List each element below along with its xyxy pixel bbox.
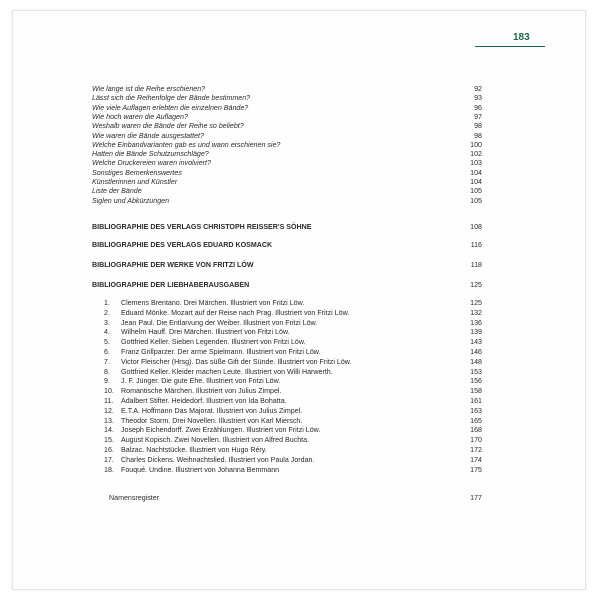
entry-title: Namensregister: [109, 494, 160, 502]
entry-page: 165: [470, 416, 482, 425]
entry-page: 136: [470, 318, 482, 327]
entry-number: 5.: [104, 338, 110, 347]
entry-page: 118: [470, 261, 482, 269]
entry-title: E.T.A. Hoffmann Das Majorat. Illustriert von Julius Zimpel.: [121, 406, 303, 415]
entry-number: 9.: [104, 377, 110, 386]
toc-entry: [92, 493, 482, 503]
entry-title: Adalbert Stifter. Heidedorf. Illustriert von Ida Bohatta.: [121, 397, 287, 405]
entry-page: 105: [470, 187, 482, 196]
entry-page: 105: [470, 196, 482, 205]
entry-page: 148: [470, 357, 482, 366]
entry-title: BIBLIOGRAPHIE DES VERLAGS EDUARD KOSMACK: [92, 241, 273, 249]
entry-title: Charles Dickens. Weihnachtslied. Illustriert von Paula Jordan.: [121, 455, 315, 464]
entry-title: Joseph Eichendorff. Zwei Erzählungen. Illustriert von Fritzi Löw.: [121, 426, 321, 435]
entry-number: 17.: [104, 455, 114, 464]
entry-title: Gottfried Keller. Sieben Legenden. Illustriert von Fritzi Löw.: [121, 338, 306, 347]
entry-title: Fouqué. Undine. Illustriert von Johanna Bemmann: [121, 465, 280, 474]
entry-page: 104: [470, 178, 482, 186]
entry-title: August Kopisch. Zwei Novellen. Illustriert von Alfred Buchta.: [121, 436, 310, 445]
toc-entry: [92, 425, 482, 435]
entry-title: Theodor Storm. Drei Novellen. Illustriert von Karl Miersch.: [121, 416, 303, 425]
toc-entry: [92, 318, 482, 328]
entry-number: 15.: [104, 436, 114, 445]
entry-title: Welche Druckereien waren involviert?: [92, 159, 211, 168]
entry-title: Wie viele Auflagen erlebten die einzelnen Bände?: [92, 103, 249, 112]
entry-page: 168: [470, 426, 482, 435]
entry-number: 4.: [104, 328, 110, 337]
entry-page: 98: [474, 131, 482, 140]
entry-number: 3.: [104, 318, 110, 327]
entry-number: 1.: [104, 299, 110, 307]
entry-title: BIBLIOGRAPHIE DES VERLAGS CHRISTOPH REISSER'S SÖHNE: [92, 223, 312, 231]
entry-page: 116: [470, 241, 482, 249]
toc-entry: [92, 327, 482, 337]
page-number: 183: [513, 32, 530, 43]
toc-entry: [92, 298, 482, 308]
entry-page: 163: [470, 406, 482, 415]
entry-title: Wie lange ist die Reihe erschienen?: [92, 85, 206, 93]
entry-page: 97: [474, 112, 482, 121]
entry-number: 14.: [104, 426, 114, 435]
entry-page: 103: [470, 159, 482, 168]
header-rule: [475, 46, 545, 47]
entry-title: Victor Fleischer (Hrsg). Das süße Gift der Sünde. Illustriert von Fritzi Löw.: [121, 357, 352, 366]
entry-number: 16.: [104, 446, 114, 454]
entry-title: BIBLIOGRAPHIE DER LIEBHABERAUSGABEN: [92, 281, 250, 289]
toc-entry: [92, 240, 482, 250]
entry-number: 10.: [104, 387, 114, 396]
toc-entry: [92, 308, 482, 318]
toc-entry: [92, 396, 482, 406]
entry-page: 146: [470, 348, 482, 356]
toc-entry: [92, 445, 482, 455]
entry-page: 153: [470, 367, 482, 376]
entry-title: Wilhelm Hauff. Drei Märchen. Illustriert von Fritzi Löw.: [121, 328, 290, 337]
entry-title: Wie waren die Bände ausgestattet?: [92, 131, 204, 140]
entry-page: 177: [470, 494, 482, 502]
toc-entry: [92, 416, 482, 426]
entry-number: 13.: [104, 416, 114, 425]
entry-title: Eduard Mörike. Mozart auf der Reise nach Prag. Illustriert von Fritzi Löw.: [121, 308, 350, 317]
entry-number: 12.: [104, 406, 114, 415]
entry-page: 143: [470, 338, 482, 347]
toc-entry: [92, 357, 482, 367]
toc-entry: [92, 386, 482, 396]
toc-entry: [92, 222, 482, 232]
entry-page: 104: [470, 168, 482, 177]
entry-page: 132: [470, 308, 482, 317]
toc-entry: [92, 367, 482, 377]
entry-title: Lässt sich die Reihenfolge der Bände bestimmen?: [92, 94, 251, 103]
entry-page: 172: [470, 446, 482, 454]
toc-entry: [92, 435, 482, 445]
entry-page: 158: [470, 387, 482, 396]
toc-entry: [92, 280, 482, 290]
entry-title: Welche Einbandvarianten gab es und wann erschienen sie?: [92, 140, 281, 149]
entry-page: 98: [474, 122, 482, 131]
entry-page: 108: [470, 223, 482, 231]
entry-title: Clemens Brentano. Drei Märchen. Illustriert von Fritzi Löw.: [121, 299, 305, 307]
toc-entry: [92, 406, 482, 416]
entry-page: 174: [470, 455, 482, 464]
entry-page: 125: [470, 299, 482, 307]
entry-title: Sonstiges Bemerkenswertes: [92, 168, 182, 177]
entry-title: Siglen und Abkürzungen: [92, 196, 170, 205]
toc-entry: [92, 347, 482, 357]
entry-title: Jean Paul. Die Entlarvung der Weiber. Illustriert von Fritzi Löw.: [121, 318, 318, 327]
entry-title: Franz Grillparzer. Der arme Spielmann. Illustriert von Fritzi Löw.: [121, 348, 321, 356]
entry-page: 161: [470, 397, 482, 405]
entry-page: 125: [470, 281, 482, 289]
entry-page: 170: [470, 436, 482, 445]
entry-number: 11.: [104, 397, 114, 405]
entry-title: J. F. Jünger. Die gute Ehe. Illustriert von Fritzi Löw.: [121, 377, 281, 386]
entry-number: 8.: [104, 367, 110, 376]
entry-number: 2.: [104, 308, 110, 317]
entry-title: Weshalb waren die Bände der Reihe so beliebt?: [92, 122, 244, 131]
entry-title: Wie hoch waren die Auflagen?: [92, 112, 188, 121]
entry-title: Liste der Bände: [92, 187, 142, 196]
entry-title: Hatten die Bände Schutzumschläge?: [92, 150, 209, 159]
entry-page: 93: [474, 94, 482, 103]
entry-title: BIBLIOGRAPHIE DER WERKE VON FRITZI LÖW: [92, 261, 254, 269]
entry-title: Romantische Märchen. Illustriert von Julius Zimpel.: [121, 387, 282, 396]
entry-title: Künstlerinnen und Künstler: [92, 178, 178, 186]
entry-page: 92: [474, 85, 482, 93]
toc-entry: [92, 455, 482, 465]
toc-entry: [92, 376, 482, 386]
entry-number: 7.: [104, 357, 110, 366]
entry-title: Gottfried Keller. Kleider machen Leute. Illustriert von Willi Harwerth.: [121, 367, 333, 376]
entry-number: 6.: [104, 348, 110, 356]
entry-number: 18.: [104, 465, 114, 474]
entry-page: 96: [474, 103, 482, 112]
entry-page: 100: [470, 140, 482, 149]
toc-entry: [92, 465, 482, 475]
entry-title: Balzac. Nachtstücke. Illustriert von Hugo Réry.: [121, 446, 267, 454]
toc-entry: [92, 196, 482, 206]
entry-page: 156: [470, 377, 482, 386]
entry-page: 102: [470, 150, 482, 159]
toc-entry: [92, 337, 482, 347]
entry-page: 139: [470, 328, 482, 337]
toc-entry: [92, 260, 482, 270]
entry-page: 175: [470, 465, 482, 474]
